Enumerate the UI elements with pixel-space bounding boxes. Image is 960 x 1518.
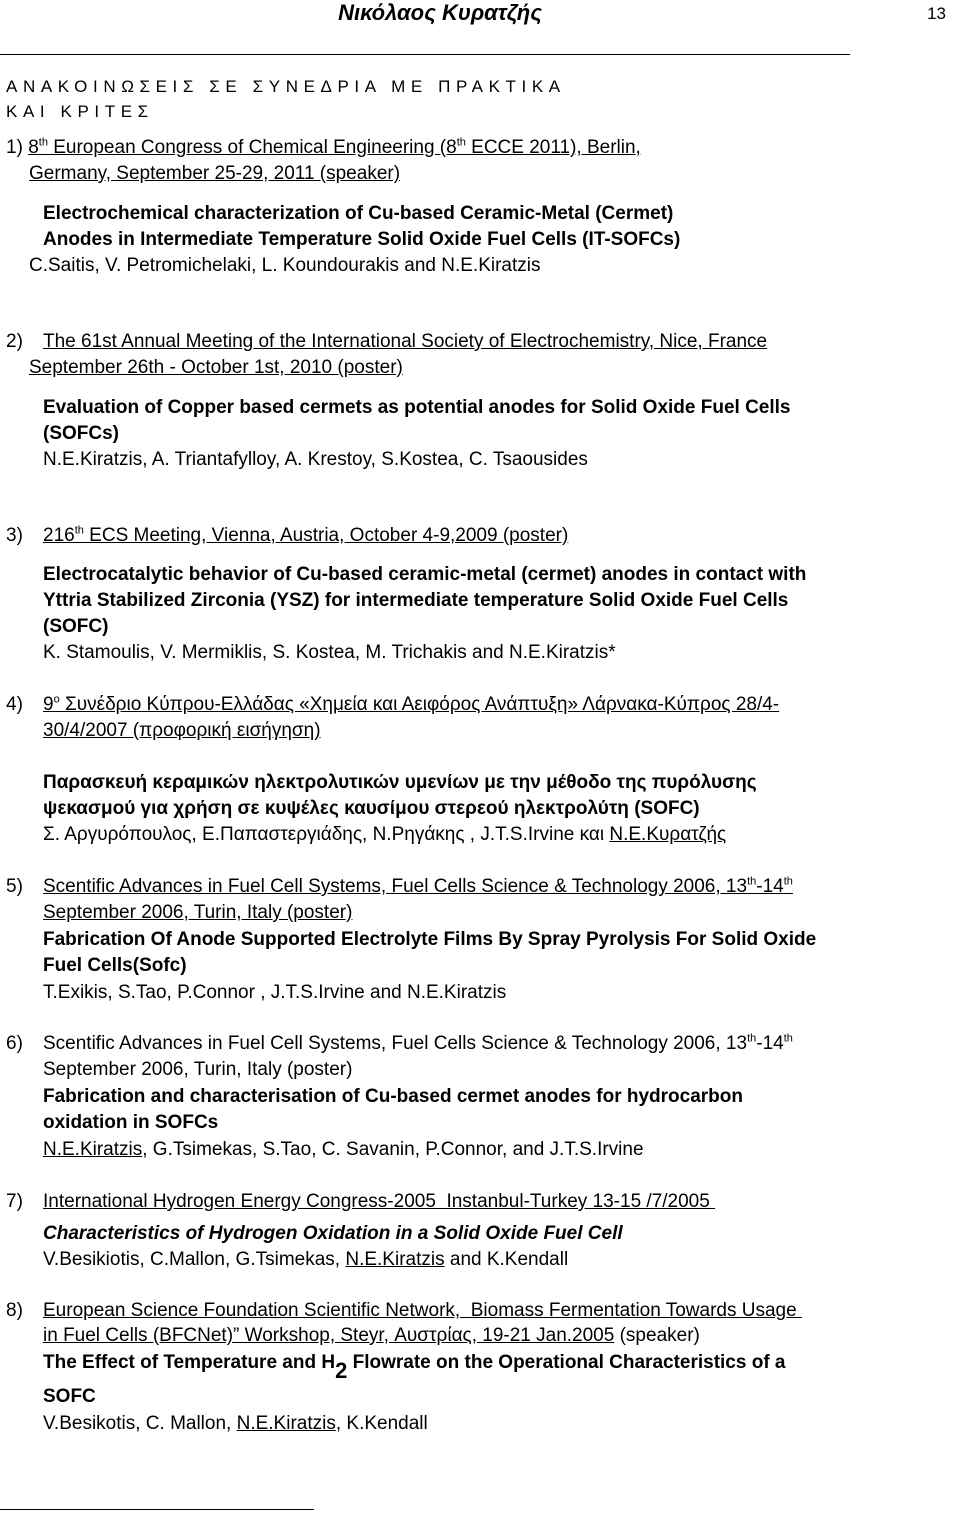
entry-number: 5)	[6, 876, 23, 897]
entry-number: 4)	[6, 694, 23, 715]
entry-8-title-line2: SOFC	[43, 1386, 96, 1407]
entry-3-conference-line1: 216th ECS Meeting, Vienna, Austria, October 4-9,2009 (poster)	[43, 524, 569, 546]
entry-4-authors: Σ. Αργυρόπουλος, Ε.Παπαστεργιάδης, Ν.Ρηγάκης , J.T.S.Irvine και Ν.Ε.Κυρατζής	[43, 824, 727, 845]
entry-8-authors: V.Besikotis, C. Mallon, N.E.Kiratzis, K.Kendall	[43, 1413, 428, 1434]
entry-2-conference-line2: September 26th - October 1st, 2010 (poster)	[29, 357, 403, 378]
entry-1-conference-line2: Germany, September 25-29, 2011 (speaker)	[29, 163, 401, 184]
entry-6-conference-line2: September 2006, Turin, Italy (poster)	[43, 1059, 353, 1080]
section-title-line2: ΚΑΙ ΚΡΙΤΕΣ	[6, 102, 154, 121]
entry-7-authors: V.Besikiotis, C.Mallon, G.Tsimekas, N.E.Kiratzis and K.Kendall	[43, 1249, 569, 1270]
entry-3-title-line1: Electrocatalytic behavior of Cu-based ceramic-metal (cermet) anodes in contact with	[43, 564, 807, 585]
entry-number: 7)	[6, 1191, 23, 1212]
entry-3-authors: K. Stamoulis, V. Mermiklis, S. Kostea, M. Trichakis and N.E.Kiratzis*	[43, 642, 616, 663]
entry-1-title-line1: Electrochemical characterization of Cu-based Ceramic-Metal (Cermet)	[43, 203, 674, 224]
entry-1-title-line2: Anodes in Intermediate Temperature Solid Oxide Fuel Cells (IT-SOFCs)	[43, 229, 681, 250]
entry-number: 8)	[6, 1300, 23, 1321]
entry-5-conference-line1: Scentific Advances in Fuel Cell Systems, Fuel Cells Science & Technology 2006, 13th-14th	[43, 875, 793, 897]
section-title-line1: ΑΝΑΚΟΙΝΩΣΕΙΣ ΣΕ ΣΥΝΕΔΡΙΑ ΜΕ ΠΡΑΚΤΙΚΑ	[6, 77, 566, 96]
entry-1-authors: C.Saitis, V. Petromichelaki, L. Koundourakis and N.E.Kiratzis	[29, 255, 541, 276]
entry-7-conference-line1: International Hydrogen Energy Congress-2005 Instanbul-Turkey 13-15 /7/2005	[43, 1191, 716, 1212]
entry-5-title-line2: Fuel Cells(Sofc)	[43, 955, 187, 976]
entry-2-title-line2: (SOFCs)	[43, 423, 119, 444]
entry-6-conference-line1: Scentific Advances in Fuel Cell Systems, Fuel Cells Science & Technology 2006, 13th-14th	[43, 1032, 793, 1054]
entry-6-authors: N.E.Kiratzis, G.Tsimekas, S.Tao, C. Savanin, P.Connor, and J.T.S.Irvine	[43, 1139, 644, 1160]
entry-1-conference-line1: 1) 8th European Congress of Chemical Engineering (8th ECCE 2011), Berlin,	[6, 136, 641, 158]
entry-number: 6)	[6, 1033, 23, 1054]
entry-6-title-line1: Fabrication and characterisation of Cu-based cermet anodes for hydrocarbon	[43, 1086, 743, 1107]
entry-6-title-line2: oxidation in SOFCs	[43, 1112, 219, 1133]
entry-2-title-line1: Evaluation of Copper based cermets as potential anodes for Solid Oxide Fuel Cells	[43, 397, 791, 418]
entry-5-title-line1: Fabrication Of Anode Supported Electrolyte Films By Spray Pyrolysis For Solid Oxide	[43, 929, 817, 950]
entry-4-title-line1: Παρασκευή κεραμικών ηλεκτρολυτικών υμενίων με την μέθοδο της πυρόλυσης	[43, 772, 757, 793]
entry-7-title-line1: Characteristics of Hydrogen Oxidation in a Solid Oxide Fuel Cell	[43, 1223, 623, 1244]
entry-number: 2)	[6, 331, 23, 352]
page-number: 13	[927, 4, 946, 23]
entry-5-authors: T.Exikis, S.Tao, P.Connor , J.T.S.Irvine and N.E.Kiratzis	[43, 982, 507, 1003]
entry-8-conference-line1: European Science Foundation Scientific Network, Biomass Fermentation Towards Usage	[43, 1300, 802, 1321]
section-title	[6, 74, 946, 124]
entry-2-conference-line1: The 61st Annual Meeting of the International Society of Electrochemistry, Nice, France	[43, 331, 768, 352]
entry-8-title-line1: The Effect of Temperature and H2 Flowrate on the Operational Characteristics of a	[43, 1352, 786, 1383]
header-divider	[0, 54, 850, 55]
entry-2-authors: N.E.Kiratzis, A. Triantafylloy, A. Krestoy, S.Kostea, C. Tsaousides	[43, 449, 588, 470]
entry-3-title-line3: (SOFC)	[43, 616, 109, 637]
page-header-author: Νικόλαος Κυρατζής	[338, 0, 542, 25]
entry-4-conference-line2: 30/4/2007 (προφορική εισήγηση)	[43, 720, 321, 741]
entry-8-conference-line2: in Fuel Cells (BFCNet)” Workshop, Steyr, Αυστρίας, 19-21 Jan.2005 (speaker)	[43, 1325, 700, 1346]
entry-4-title-line2: ψεκασμού για χρήση σε κυψέλες καυσίμου στερεού ηλεκτρολύτη (SOFC)	[43, 798, 700, 819]
entry-number: 1)	[6, 137, 23, 158]
entry-number: 3)	[6, 525, 23, 546]
entry-5-conference-line2: September 2006, Turin, Italy (poster)	[43, 902, 353, 923]
entry-3-title-line2: Yttria Stabilized Zirconia (YSZ) for intermediate temperature Solid Oxide Fuel Cells	[43, 590, 789, 611]
entry-4-conference-line1: $9^o$ Συνέδριο Κύπρου-Ελλάδας «Χημεία και Αειφόρος Ανάπτυξη» Λάρνακα-Κύπρος 28/4-	[43, 693, 780, 715]
footer-divider	[0, 1509, 314, 1510]
